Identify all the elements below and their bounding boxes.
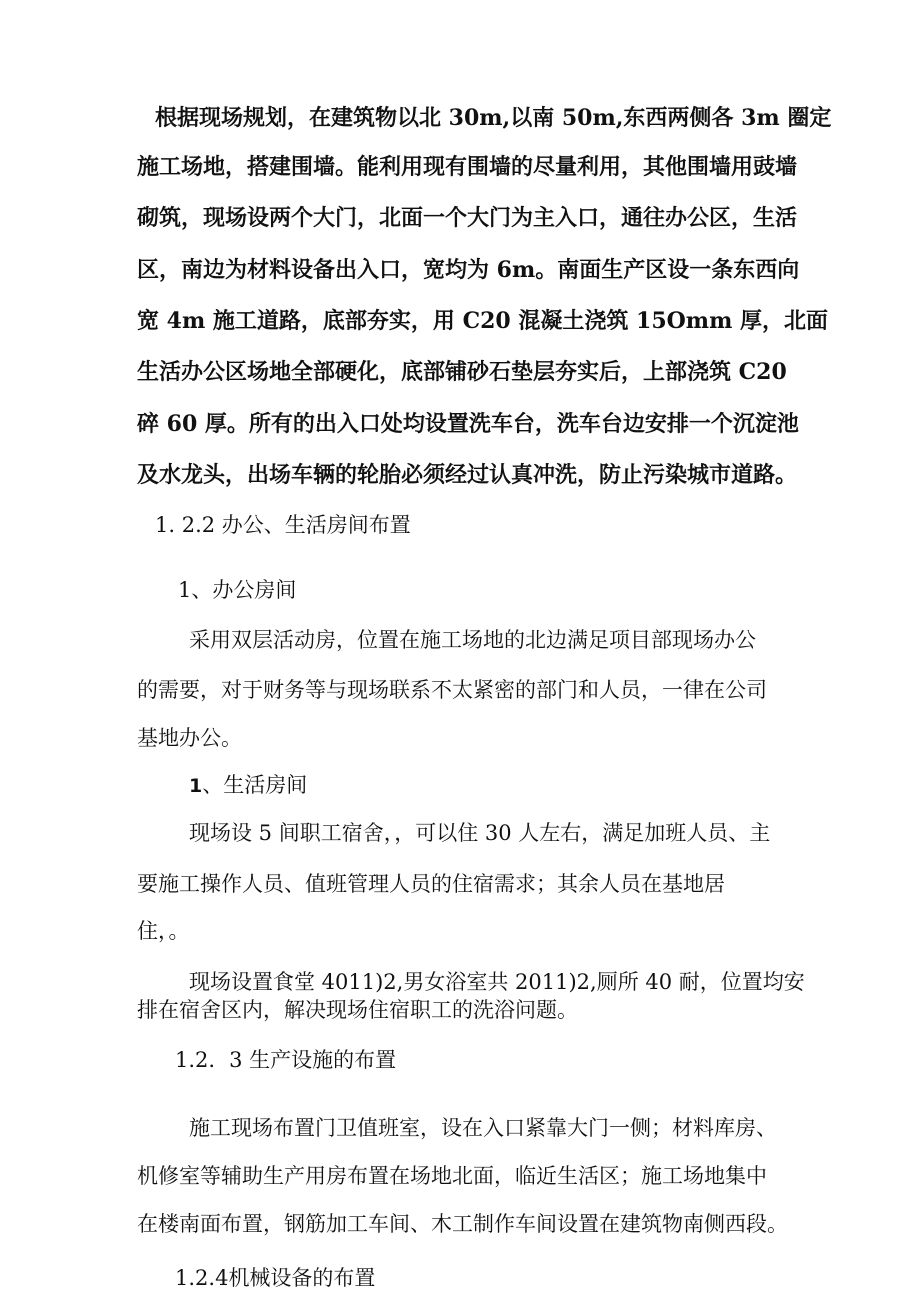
text-line: 及水龙头，出场车辆的轮胎必须经过认真冲洗，防止污染城市道路。 — [137, 462, 798, 488]
text-line: 施工场地，搭建围墙。能利用现有围墙的尽量利用，其他围墙用豉墙 — [137, 154, 798, 180]
text-line: 基地办公。 — [137, 726, 242, 750]
text-line: 施工现场布置门卫值班室，设在入口紧靠大门一侧；材料库房、 — [189, 1116, 777, 1140]
text-line: 区，南边为材料设备出入口，宽均为 6m。南面生产区设一条东西向 — [137, 257, 800, 283]
heading-number: 1.2.4 — [175, 1266, 229, 1290]
text-line: 的需要，对于财务等与现场联系不太紧密的部门和人员，一律在公司 — [137, 678, 767, 702]
section-heading-1-2-3 — [175, 1050, 396, 1071]
section-heading-1-2-4 — [175, 1268, 375, 1289]
text-line: 现场设置食堂 4011)2,男女浴室共 2011)2,厕所 40 耐，位置均安 — [189, 970, 805, 994]
heading-text: 机械设备的布置 — [228, 1266, 376, 1290]
text-line: 在楼南面布置，钢筋加工车间、木工制作车间设置在建筑物南侧西段。 — [137, 1212, 788, 1236]
heading-number: 1 — [189, 775, 203, 797]
text-line: 现场设 5 间职工宿舍，，可以住 30 人左右，满足加班人员、主 — [189, 821, 771, 845]
heading-text: 、生活房间 — [202, 773, 308, 797]
text-line: 机修室等辅助生产用房布置在场地北面，临近生活区；施工场地集中 — [137, 1164, 767, 1188]
section-heading-1-2-2: 1. 2.2 办公、生活房间布置 — [155, 513, 411, 537]
text-line: 碎 60 厚。所有的出入口处均设置洗车台，洗车台边安排一个沉淀池 — [137, 411, 799, 437]
subheading-office-rooms: 1、办公房间 — [178, 578, 297, 602]
text-line: 排在宿舍区内，解决现场住宿职工的洗浴问题。 — [137, 998, 578, 1022]
text-line: 生活办公区场地全部硬化，底部铺砂石垫层夯实后，上部浇筑 C20 — [137, 359, 787, 385]
text-line: 要施工操作人员、值班管理人员的住宿需求；其余人员在基地居 — [137, 872, 725, 896]
text-line: 住，。 — [137, 919, 190, 943]
text-line: 宽 4m 施工道路，底部夯实，用 C20 混凝土浇筑 15Omm 厚，北面 — [137, 308, 829, 334]
text-line: 采用双层活动房，位置在施工场地的北边满足项目部现场办公 — [189, 628, 756, 652]
heading-number: 1.2. — [175, 1048, 216, 1072]
subheading-living-rooms — [189, 775, 307, 796]
heading-text: 3 生产设施的布置 — [229, 1048, 397, 1072]
text-line: 根据现场规划，在建筑物以北 30m,以南 50m,东西两侧各 3m 圈定 — [155, 105, 832, 131]
text-line: 砌筑，现场设两个大门，北面一个大门为主入口，通往办公区，生活 — [137, 205, 798, 231]
